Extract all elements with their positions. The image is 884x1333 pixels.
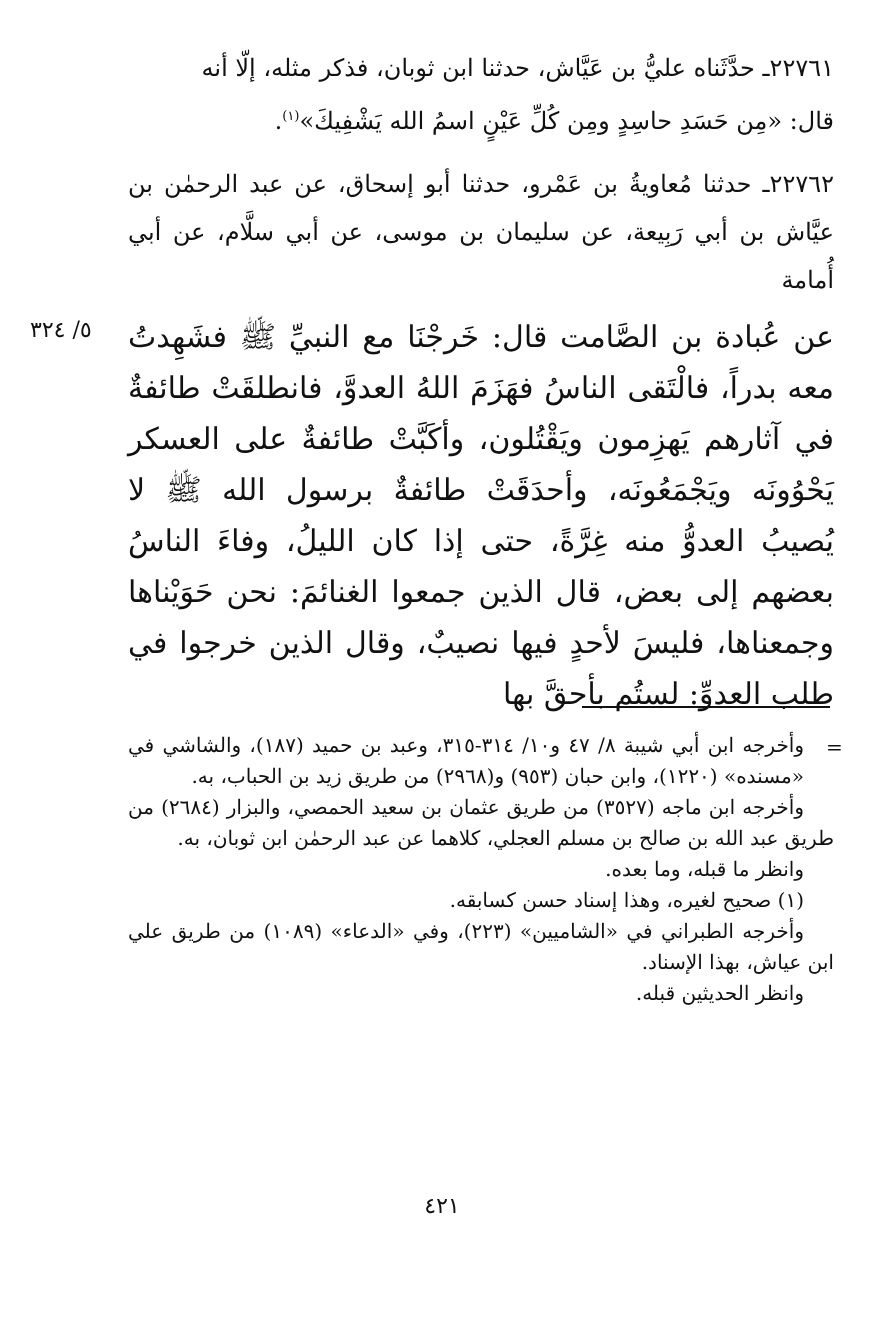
hadith-22761-line1: ٢٢٧٦١ـ حدَّثَناه عليُّ بن عَيَّاش، حدثنا ابن ثوبان، فذكر مثله، إلّا أنه [201, 54, 834, 82]
footnote-paragraph: وانظر ما قبله، وما بعده. [605, 857, 804, 881]
hadith-22761-line2 [128, 95, 834, 148]
hadith-22761-period: . [274, 107, 283, 135]
footnote-continuation-marker: = [826, 735, 843, 759]
footnote-paragraph: وأخرجه ابن ماجه (٣٥٢٧) من طريق عثمان بن سعيد الحمصي، والبزار (٢٦٨٤) من طريق عبد الله بن صالح بن مسلم العجلي، كلاهما عن عبد الرحمٰن ابن ثوبان، به. [128, 795, 834, 850]
footnote-continued-text: وأخرجه ابن أبي شيبة ٨/ ٤٧ و١٠/ ٣١٤-٣١٥، وعبد بن حميد (١٨٧)، والشاشي في «مسنده» (١٢٢٠)، وابن حبان (٩٥٣) و(٢٩٦٨) من طريق زيد بن الحباب، به. [128, 733, 805, 788]
hadith-22762: ٢٢٧٦٢ـ حدثنا مُعاويةُ بن عَمْرو، حدثنا أبو إسحاق، عن عبد الرحمٰن بن عيَّاش بن أبي رَبِيعة، عن سليمان بن موسى، عن أبي سلَّام، عن أبي أُمامة [128, 170, 834, 294]
footnote-1: (١) صحيح لغيره، وهذا إسناد حسن كسابقه. [449, 888, 804, 912]
page-number: ٤٢١ [424, 1194, 460, 1219]
footnote-paragraph: وانظر الحديثين قبله. [635, 981, 804, 1005]
hadith-22761-quote: قال: «مِن حَسَدِ حاسِدٍ ومِن كُلِّ عَيْنٍ اسمُ الله يَشْفِيكَ» [299, 107, 834, 135]
hadith-22761 [128, 42, 834, 148]
footnote-separator [582, 706, 830, 708]
footnote-ref-1: (١) [282, 109, 300, 124]
footnote-paragraph: وأخرجه الطبراني في «الشاميين» (٢٢٣)، وفي «الدعاء» (١٠٨٩) من طريق علي ابن عياش، بهذا الإسناد. [128, 919, 834, 974]
footnotes [128, 730, 834, 1009]
margin-volume-page-ref: ٥/ ٣٢٤ [30, 318, 92, 343]
main-hadith-text: عن عُبادة بن الصَّامت قال: خَرجْنَا مع النبيِّ ﷺ فشَهِدتُ معه بدراً، فالْتَقى الناسُ فهَزَمَ اللهُ العدوَّ، فانطلقَتْ طائفةٌ في آثارهم يَهزِمون ويَقْتُلون، وأكَبَّتْ طائفةٌ على العسكر يَحْوُونَه ويَجْمَعُونَه، وأحدَقَتْ طائفةٌ برسول الله ﷺ لا يُصيبُ العدوُّ منه غِرَّةً، حتى إذا كان الليلُ، وفاءَ الناسُ بعضهم إلى بعض، قال الذين جمعوا الغنائمَ: نحن حَوَيْناها وجمعناها، فليسَ لأحدٍ فيها نصيبٌ، وقال الذين خرجوا في طلب العدوِّ: لستُم بأحقَّ بها [128, 320, 834, 712]
